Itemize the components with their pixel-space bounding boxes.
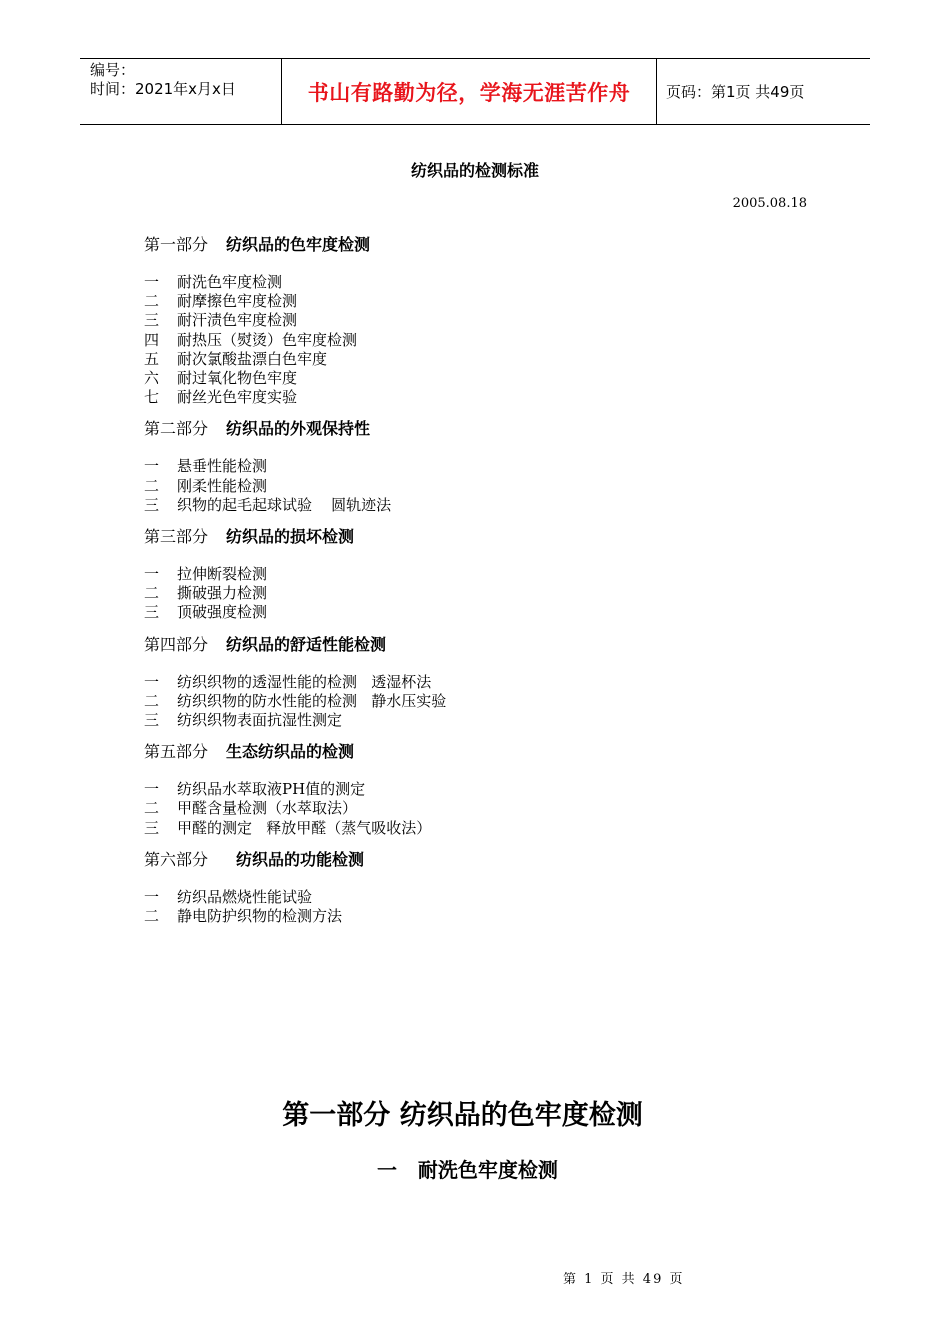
item-number: 三 — [144, 311, 160, 330]
toc-section — [144, 740, 844, 838]
section-heading — [144, 740, 844, 764]
list-item — [144, 311, 844, 330]
item-number: 三 — [144, 603, 160, 622]
section-items — [144, 673, 844, 731]
item-number: 五 — [144, 349, 160, 368]
item-text: 纺织织物的防水性能的检测 静水压实验 — [177, 691, 447, 710]
item-text: 拉伸断裂检测 — [177, 565, 268, 584]
list-item — [144, 457, 844, 476]
section-heading — [144, 633, 844, 657]
item-number: 二 — [144, 476, 160, 495]
list-item — [144, 388, 844, 407]
list-item — [144, 273, 844, 292]
item-text: 悬垂性能检测 — [177, 457, 268, 476]
toc-section — [144, 233, 844, 407]
section-items — [144, 888, 844, 926]
page-header — [80, 58, 870, 125]
section-name: 纺织品的色牢度检测 — [226, 235, 371, 254]
time-label: 时间：2021年x月x日 — [90, 80, 236, 98]
item-text: 撕破强力检测 — [177, 584, 268, 603]
list-item — [144, 692, 844, 711]
section-name: 生态纺织品的检测 — [226, 742, 355, 762]
chapter-subheading: 一 耐洗色牢度检测 — [377, 1158, 558, 1182]
list-item — [144, 584, 844, 603]
item-text: 纺织织物表面抗湿性测定 — [177, 711, 343, 730]
item-text: 耐汗渍色牢度检测 — [177, 311, 298, 330]
toc-section — [144, 848, 844, 926]
item-number: 一 — [144, 780, 160, 799]
list-item — [144, 565, 844, 584]
item-number: 一 — [144, 457, 160, 476]
item-number: 二 — [144, 799, 160, 818]
section-name: 纺织品的功能检测 — [236, 849, 365, 869]
item-text: 耐丝光色牢度实验 — [177, 388, 298, 407]
section-part: 第一部分 — [144, 235, 209, 254]
chapter-heading: 第一部分 纺织品的色牢度检测 — [282, 1100, 643, 1131]
list-item — [144, 603, 844, 622]
section-name: 纺织品的损坏检测 — [226, 527, 355, 547]
toc-section — [144, 417, 844, 515]
item-number: 一 — [144, 565, 160, 584]
item-number: 六 — [144, 369, 160, 388]
header-meta — [80, 59, 281, 124]
item-number: 三 — [144, 818, 160, 837]
section-items — [144, 273, 844, 407]
section-name: 纺织品的舒适性能检测 — [226, 634, 387, 654]
item-number: 七 — [144, 388, 160, 407]
page-footer: 第 1 页 共 49 页 — [563, 1272, 685, 1287]
item-text: 纺织品水萃取液PH值的测定 — [177, 780, 366, 799]
section-part: 第五部分 — [144, 742, 209, 762]
list-item — [144, 350, 844, 369]
section-items — [144, 780, 844, 838]
item-text: 纺织织物的透湿性能的检测 透湿杯法 — [177, 672, 432, 691]
item-text: 静电防护织物的检测方法 — [177, 907, 343, 926]
section-part: 第六部分 — [144, 849, 209, 869]
item-text: 纺织品燃烧性能试验 — [177, 887, 313, 906]
list-item — [144, 907, 844, 926]
section-heading — [144, 525, 844, 549]
toc-section — [144, 633, 844, 731]
item-number: 二 — [144, 292, 160, 311]
item-number: 二 — [144, 691, 160, 710]
item-number: 二 — [144, 907, 160, 926]
item-text: 耐次氯酸盐漂白色牢度 — [177, 349, 328, 368]
section-heading — [144, 233, 844, 257]
section-heading — [144, 417, 844, 441]
list-item — [144, 780, 844, 799]
item-text: 织物的起毛起球试验 圆轨迹法 — [177, 495, 392, 514]
toc-section — [144, 525, 844, 623]
header-page-info: 页码：第1页 共49页 — [666, 83, 805, 101]
table-of-contents — [144, 233, 844, 936]
list-item — [144, 477, 844, 496]
item-number: 三 — [144, 495, 160, 514]
item-text: 甲醛含量检测（水萃取法） — [177, 799, 358, 818]
item-number: 一 — [144, 887, 160, 906]
list-item — [144, 369, 844, 388]
item-text: 耐热压（熨烫）色牢度检测 — [177, 330, 358, 349]
item-text: 刚柔性能检测 — [177, 476, 268, 495]
item-text: 顶破强度检测 — [177, 603, 268, 622]
list-item — [144, 711, 844, 730]
section-name: 纺织品的外观保持性 — [226, 419, 371, 439]
document-title: 纺织品的检测标准 — [410, 161, 539, 180]
section-items — [144, 565, 844, 623]
list-item — [144, 673, 844, 692]
item-number: 二 — [144, 584, 160, 603]
list-item — [144, 292, 844, 311]
item-text: 耐过氧化物色牢度 — [177, 369, 298, 388]
section-part: 第三部分 — [144, 527, 209, 547]
list-item — [144, 496, 844, 515]
section-part: 第四部分 — [144, 634, 209, 654]
header-motto: 书山有路勤为径，学海无涯苦作舟 — [281, 59, 657, 124]
section-heading — [144, 848, 844, 872]
item-text: 耐摩擦色牢度检测 — [177, 292, 298, 311]
item-text: 甲醛的测定 释放甲醛（蒸气吸收法） — [177, 818, 432, 837]
number-label: 编号： — [90, 61, 136, 79]
list-item — [144, 819, 844, 838]
item-text: 耐洗色牢度检测 — [177, 273, 283, 291]
list-item — [144, 799, 844, 818]
document-date: 2005.08.18 — [732, 196, 807, 211]
section-part: 第二部分 — [144, 419, 209, 439]
item-number: 一 — [144, 273, 160, 291]
section-items — [144, 457, 844, 515]
list-item — [144, 331, 844, 350]
item-number: 三 — [144, 711, 160, 730]
list-item — [144, 888, 844, 907]
item-number: 四 — [144, 330, 160, 349]
item-number: 一 — [144, 672, 160, 691]
